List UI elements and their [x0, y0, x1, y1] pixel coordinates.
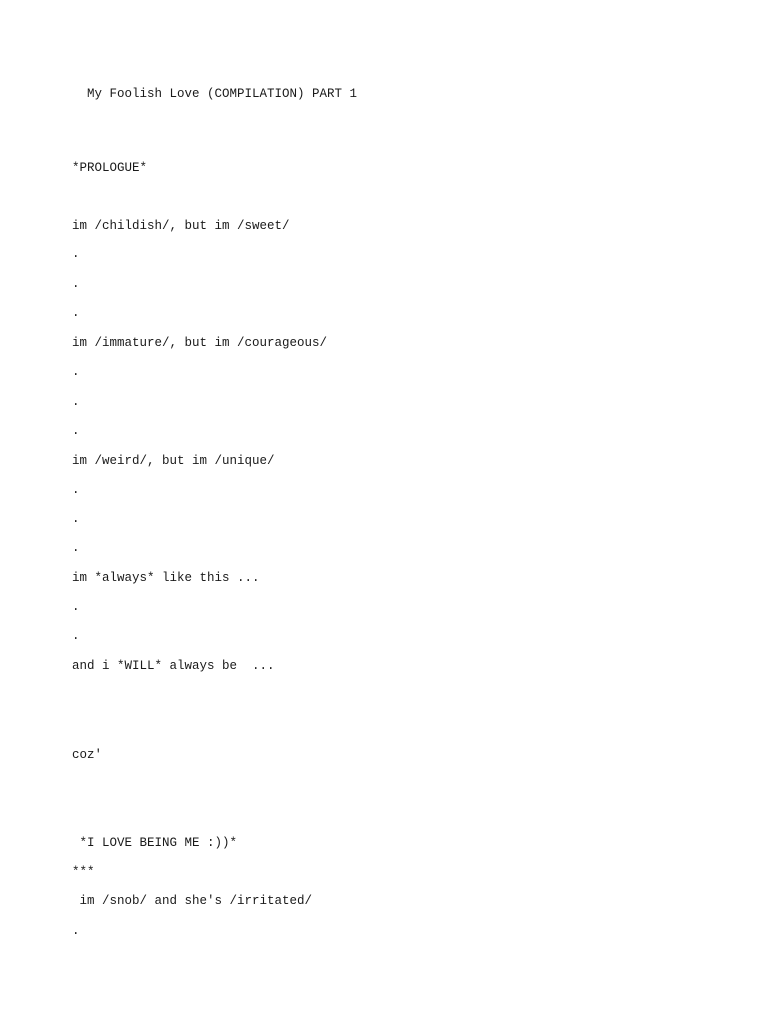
dot-line: .	[72, 365, 80, 379]
text-line: *I LOVE BEING ME :))*	[72, 836, 238, 850]
separator-line: ***	[72, 865, 95, 879]
document-title: My Foolish Love (COMPILATION) PART 1	[72, 87, 358, 101]
dot-line: .	[72, 541, 80, 555]
text-line: im /weird/, but im /unique/	[72, 454, 275, 468]
dot-line: .	[72, 924, 80, 938]
dot-line: .	[72, 306, 80, 320]
text-line: im /snob/ and she's /irritated/	[72, 894, 313, 908]
dot-line: .	[72, 395, 80, 409]
text-line: and i *WILL* always be ...	[72, 659, 275, 673]
dot-line: .	[72, 483, 80, 497]
prologue-heading: *PROLOGUE*	[72, 161, 148, 175]
dot-line: .	[72, 424, 80, 438]
text-line: im /immature/, but im /courageous/	[72, 336, 328, 350]
dot-line: .	[72, 277, 80, 291]
text-line: im /childish/, but im /sweet/	[72, 219, 290, 233]
dot-line: .	[72, 247, 80, 261]
text-line: coz'	[72, 748, 103, 762]
dot-line: .	[72, 600, 80, 614]
text-line: im *always* like this ...	[72, 571, 260, 585]
dot-line: .	[72, 629, 80, 643]
dot-line: .	[72, 512, 80, 526]
